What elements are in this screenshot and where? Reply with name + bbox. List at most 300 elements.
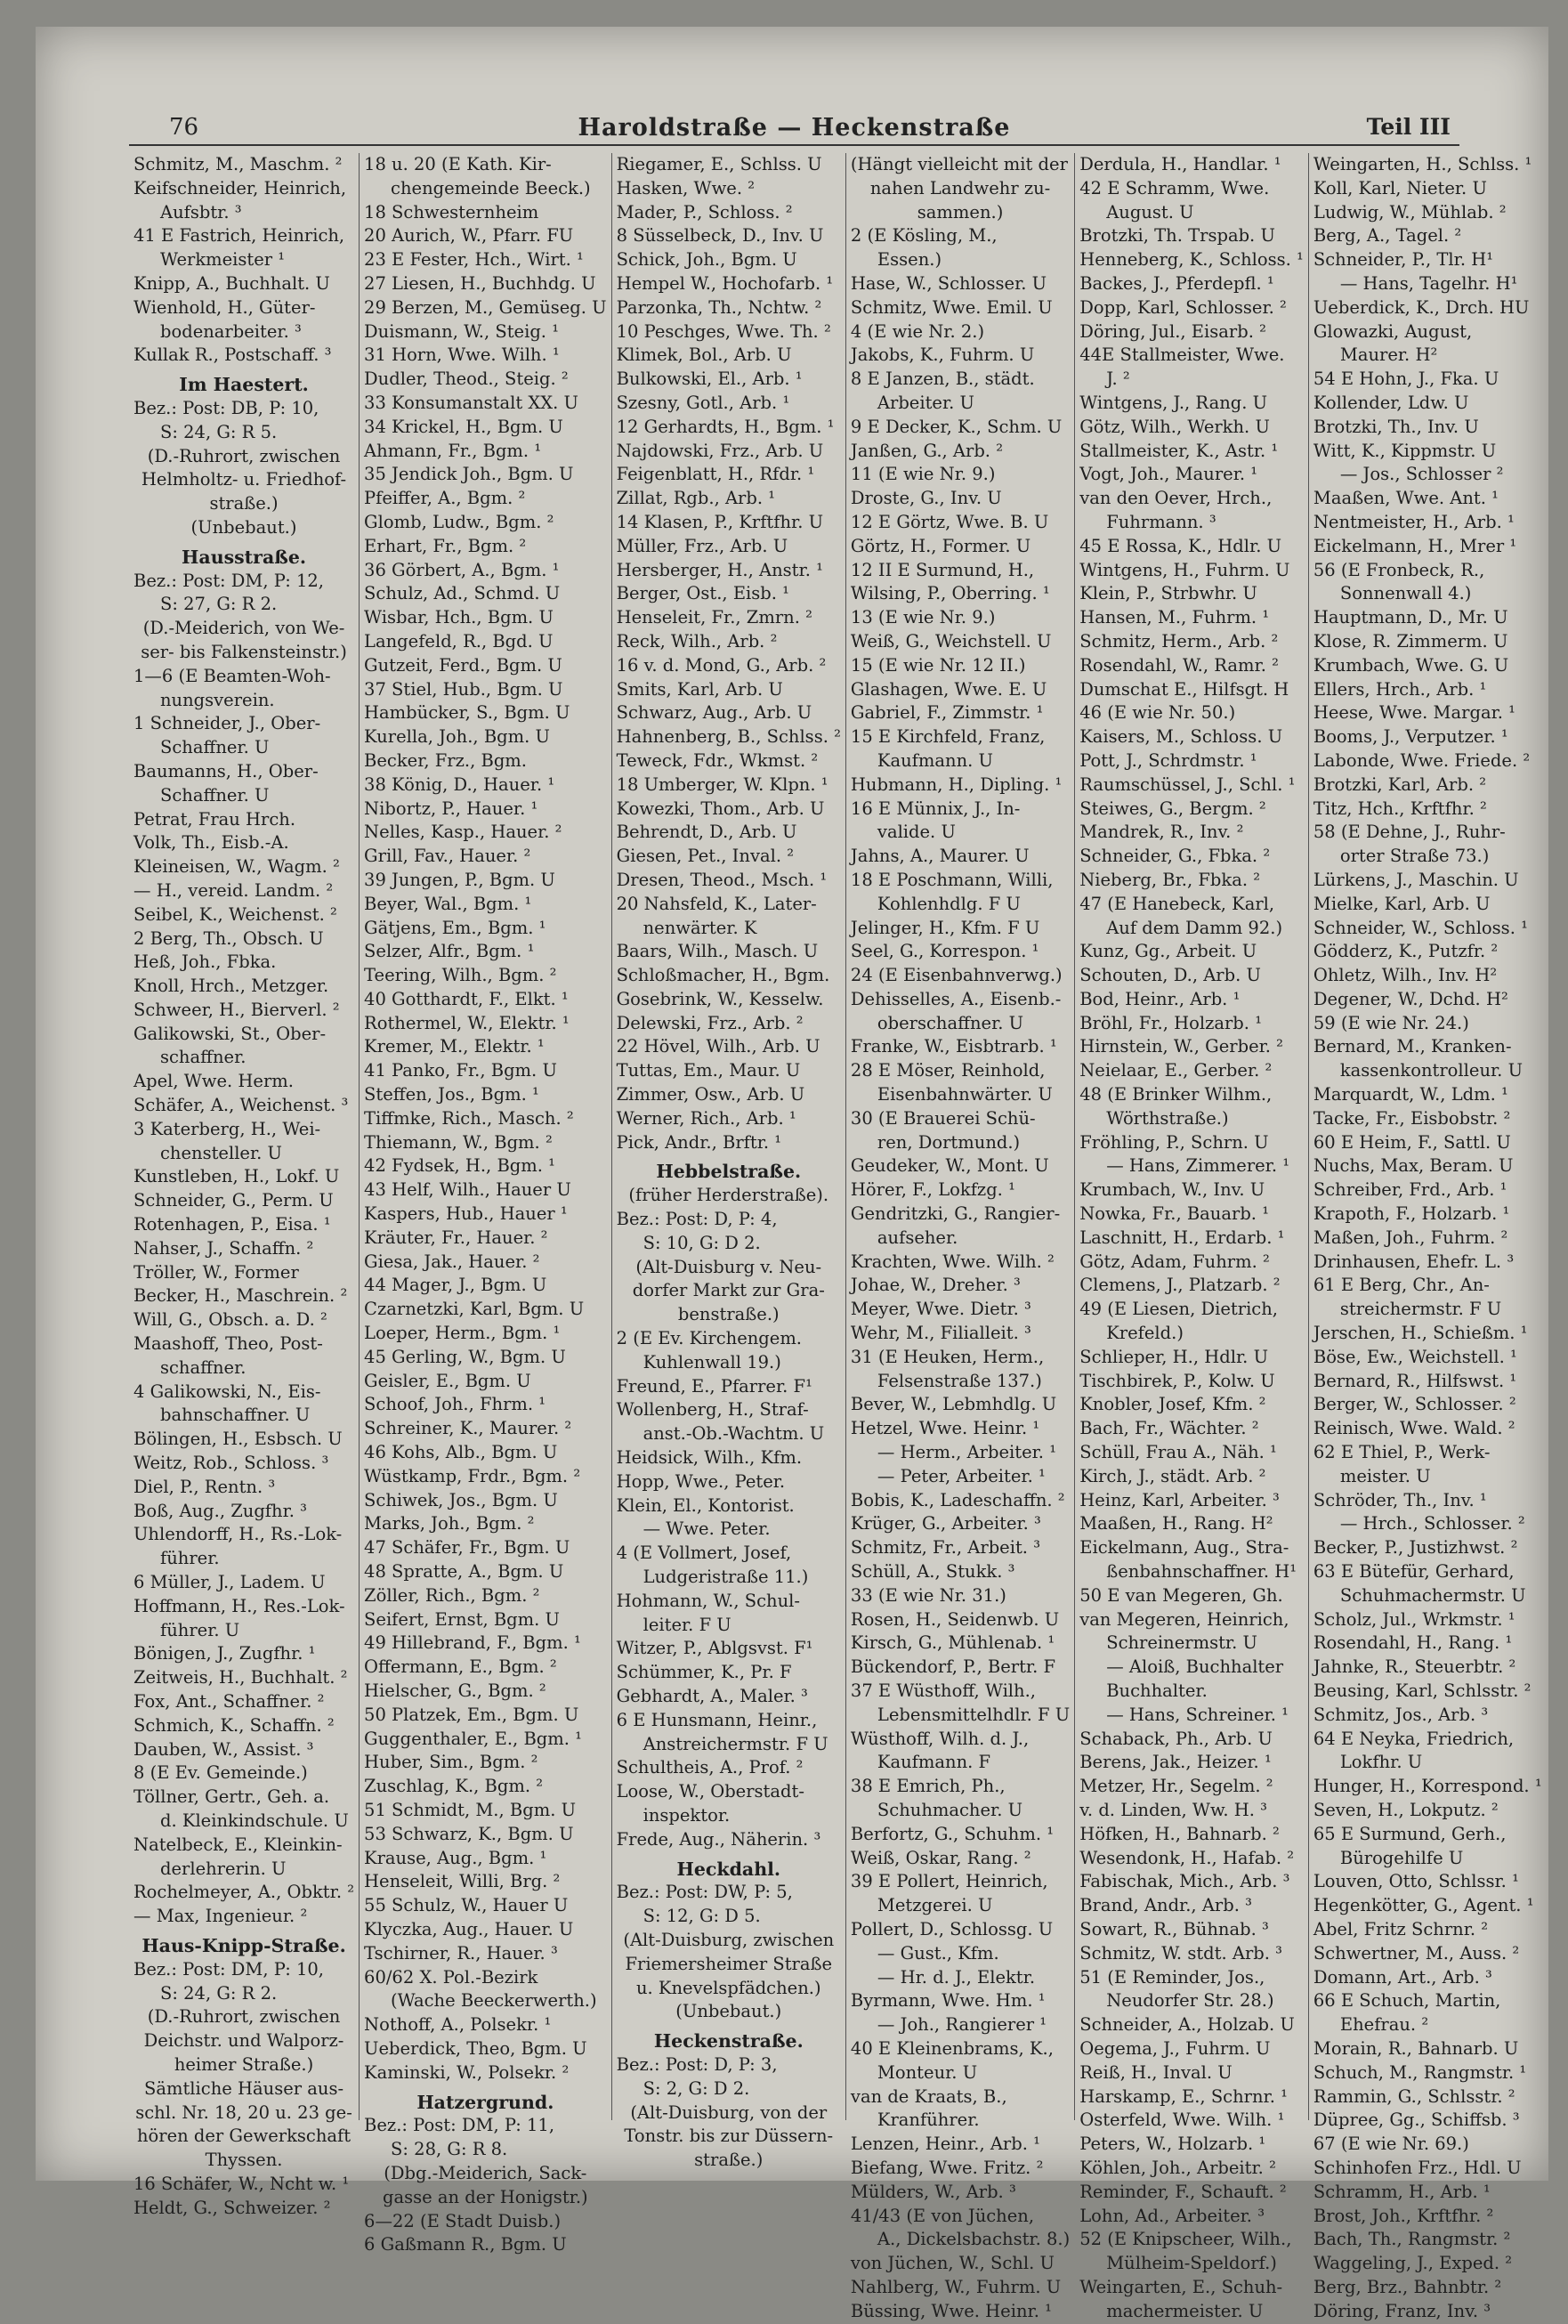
- directory-entry: A., Dickelsbachstr. 8.): [877, 2229, 1071, 2250]
- street-heading: Hausstraße.: [182, 546, 306, 568]
- directory-entry: Böse, Ew., Weichstell. ¹: [1313, 1346, 1517, 1367]
- directory-entry: Peters, W., Holzarb. ¹: [1079, 2134, 1266, 2155]
- directory-entry: 18 Umberger, W. Klpn. ¹: [616, 773, 828, 795]
- directory-entry: — Hans, Zimmerer. ¹: [1106, 1155, 1290, 1177]
- directory-entry: 35 Jendick Joh., Bgm. U: [364, 464, 574, 485]
- directory-entry: schl. Nr. 18, 20 u. 23 ge-: [135, 2101, 352, 2123]
- directory-entry: Morain, R., Bahnarb. U: [1313, 2037, 1519, 2059]
- directory-entry: Riegamer, E., Schlss. U: [616, 154, 822, 174]
- directory-entry: Schuhmachermstr. U: [1339, 1584, 1526, 1606]
- directory-entry: hören der Gewerkschaft: [136, 2126, 352, 2147]
- directory-entry: Schaback, Ph., Arb. U: [1079, 1728, 1273, 1749]
- directory-entry: Schweer, H., Bierverl. ²: [133, 999, 340, 1020]
- directory-entry: Loeper, Herm., Bgm. ¹: [364, 1323, 561, 1344]
- directory-entry: Frede, Aug., Näherin. ³: [616, 1828, 821, 1850]
- directory-entry: Beyer, Wal., Bgm. ¹: [364, 893, 532, 914]
- directory-entry: 23 E Fester, Hch., Wirt. ¹: [364, 249, 584, 271]
- directory-entry: Pfeiffer, A., Bgm. ²: [364, 488, 526, 509]
- directory-entry: (Wache Beeckerwerth.): [391, 1990, 597, 2012]
- directory-entry: Bod, Heinr., Arb. ¹: [1079, 988, 1241, 1009]
- directory-entry: Tschirner, R., Hauer. ³: [364, 1942, 558, 1964]
- directory-entry: Selzer, Alfr., Bgm. ¹: [364, 941, 535, 962]
- directory-entry: Bez.: Post: DB, P: 10,: [133, 397, 319, 418]
- directory-entry: Bez.: Post: D, P: 4,: [616, 1209, 778, 1230]
- directory-entry: 45 Gerling, W., Bgm. U: [364, 1346, 566, 1367]
- directory-entry: Vogt, Joh., Maurer. ¹: [1079, 464, 1258, 485]
- directory-entry: — Hr. d. J., Elektr.: [877, 1966, 1036, 1988]
- directory-entry: Byrmann, Wwe. Hm. ¹: [850, 1990, 1046, 2012]
- directory-entry: Essen.): [877, 249, 942, 271]
- directory-entry: 16 Schäfer, W., Ncht w. ¹: [133, 2173, 350, 2194]
- directory-entry: Wehr, M., Filialleit. ³: [850, 1323, 1031, 1344]
- directory-entry: Schulz, Ad., Schmd. U: [364, 583, 561, 604]
- directory-entry: Rotenhagen, P., Eisa. ¹: [133, 1214, 331, 1235]
- directory-entry: 34 Krickel, H., Bgm. U: [364, 416, 563, 437]
- directory-entry: Henseleit, Fr., Zmrn. ²: [616, 607, 812, 628]
- directory-entry: Friemersheimer Straße: [625, 1953, 833, 1974]
- directory-entry: Apel, Wwe. Herm.: [133, 1071, 294, 1092]
- directory-entry: Ehefrau. ²: [1339, 2014, 1429, 2036]
- directory-entry: Hahnenberg, B., Schlss. ²: [616, 726, 841, 748]
- directory-entry: Glashagen, Wwe. E. U: [850, 678, 1047, 700]
- directory-entry: Seibel, K., Weichenst. ²: [133, 903, 337, 925]
- directory-entry: 40 E Kleinenbrams, K.,: [850, 2037, 1054, 2059]
- directory-entry: anst.-Ob.-Wachtm. U: [643, 1423, 825, 1445]
- column-6: [1308, 153, 1547, 2321]
- directory-entry: Klein, P., Strbwhr. U: [1079, 583, 1257, 604]
- directory-entry: von Jüchen, W., Schl. U: [850, 2253, 1055, 2274]
- directory-entry: Nentmeister, H., Arb. ¹: [1313, 511, 1515, 532]
- directory-entry: S: 24, G: R 5.: [160, 421, 278, 442]
- directory-entry: Weiß, G., Weichstell. U: [850, 630, 1052, 652]
- directory-entry: Ahmann, Fr., Bgm. ¹: [364, 440, 542, 461]
- directory-entry: Hegenkötter, G., Agent. ¹: [1313, 1895, 1534, 1916]
- directory-entry: Schneider, A., Holzab. U: [1079, 2014, 1295, 2036]
- directory-entry: Krumbach, Wwe. G. U: [1313, 654, 1509, 676]
- directory-entry: 24 (E Eisenbahnverwg.): [850, 965, 1063, 986]
- directory-entry: Becker, P., Justizhwst. ²: [1313, 1537, 1518, 1559]
- directory-columns: [129, 153, 1542, 2321]
- directory-entry: 18 u. 20 (E Kath. Kir-: [364, 154, 552, 174]
- directory-entry: Rosen, H., Seidenwb. U: [850, 1608, 1060, 1630]
- directory-entry: Köhlen, Joh., Arbeitr. ²: [1079, 2157, 1276, 2178]
- directory-entry: — Hans, Tagelhr. H¹: [1339, 272, 1518, 294]
- directory-entry: Scholz, Jul., Wrkmstr. ¹: [1313, 1608, 1515, 1630]
- directory-entry: Guggenthaler, E., Bgm. ¹: [364, 1728, 582, 1749]
- directory-entry: Hersberger, H., Anstr. ¹: [616, 559, 823, 580]
- directory-entry: Klose, R. Zimmerm. U: [1313, 630, 1508, 652]
- directory-entry: — Herm., Arbeiter. ¹: [877, 1442, 1057, 1463]
- directory-entry: Gödderz, K., Putzfr. ²: [1313, 941, 1499, 962]
- directory-entry: Hauptmann, D., Mr. U: [1313, 607, 1508, 628]
- directory-entry: 27 Liesen, H., Buchhdg. U: [364, 272, 596, 294]
- directory-entry: 65 E Surmund, Gerh.,: [1313, 1823, 1507, 1844]
- directory-entry: Monteur. U: [877, 2061, 978, 2083]
- directory-entry: Pick, Andr., Brftr. ¹: [616, 1131, 782, 1153]
- directory-entry: Götz, Adam, Fuhrm. ²: [1079, 1251, 1270, 1272]
- directory-entry: 49 (E Liesen, Dietrich,: [1079, 1299, 1278, 1320]
- directory-entry: Jahnke, R., Steuerbtr. ²: [1313, 1656, 1516, 1678]
- directory-entry: Bez.: Post: DW, P: 5,: [616, 1882, 793, 1903]
- directory-entry: Thyssen.: [205, 2150, 283, 2171]
- directory-entry: Schümmer, K., Pr. F: [616, 1662, 792, 1683]
- directory-entry: Beusing, Karl, Schlsstr. ²: [1313, 1680, 1532, 1701]
- directory-entry: — Wwe. Peter.: [643, 1518, 771, 1540]
- directory-entry: 8 E Janzen, B., städt.: [850, 368, 1035, 390]
- directory-entry: Boß, Aug., Zugfhr. ³: [133, 1500, 307, 1521]
- directory-entry: Schiwek, Jos., Bgm. U: [364, 1489, 558, 1510]
- directory-entry: Döring, Franz, Inv. ³: [1313, 2300, 1491, 2321]
- directory-entry: Hetzel, Wwe. Heinr. ¹: [850, 1418, 1040, 1439]
- directory-entry: Zeitweis, H., Buchhalt. ²: [133, 1667, 348, 1688]
- directory-entry: Schüll, Frau A., Näh. ¹: [1079, 1442, 1277, 1463]
- directory-entry: Jakobs, K., Fuhrm. U: [850, 344, 1035, 366]
- directory-entry: Dresen, Theod., Msch. ¹: [616, 869, 828, 890]
- directory-entry: Kaminski, W., Polsekr. ²: [364, 2061, 570, 2083]
- directory-entry: 6 Müller, J., Ladem. U: [133, 1572, 326, 1593]
- directory-entry: Nibortz, P., Hauer. ¹: [364, 798, 538, 819]
- directory-entry: u. Knevelspfädchen.): [635, 1977, 821, 1998]
- directory-entry: 38 E Emrich, Ph.,: [850, 1776, 1006, 1797]
- directory-entry: Ludgeristraße 11.): [643, 1567, 809, 1588]
- directory-entry: Janßen, G., Arb. ²: [850, 440, 1004, 461]
- page-title: Haroldstraße — Heckenstraße: [578, 114, 1011, 142]
- directory-entry: Huber, Sim., Bgm. ²: [364, 1752, 538, 1773]
- directory-entry: 28 E Möser, Reinhold,: [850, 1060, 1046, 1081]
- directory-entry: Fröhling, P., Schrn. U: [1079, 1131, 1269, 1153]
- directory-entry: Tischbirek, P., Kolw. U: [1079, 1370, 1275, 1391]
- directory-entry: Geisler, E., Bgm. U: [364, 1370, 531, 1391]
- directory-entry: 38 König, D., Hauer. ¹: [364, 773, 555, 795]
- directory-entry: Keifschneider, Heinrich,: [133, 177, 347, 198]
- directory-entry: (Hängt vielleicht mit der: [850, 154, 1068, 174]
- directory-entry: Kaufmann. F: [877, 1752, 991, 1773]
- directory-entry: Will, G., Obsch. a. D. ²: [133, 1309, 327, 1331]
- directory-entry: Ueberdick, K., Drch. HU: [1313, 296, 1530, 318]
- directory-entry: Berg, A., Tagel. ²: [1313, 225, 1462, 247]
- directory-entry: Mandrek, R., Inv. ²: [1079, 822, 1244, 843]
- directory-entry: Mader, P., Schloss. ²: [616, 201, 793, 223]
- directory-entry: Bernard, M., Kranken-: [1313, 1036, 1512, 1057]
- directory-entry: Schmitz, Jos., Arb. ³: [1313, 1704, 1489, 1725]
- directory-entry: Klyczka, Aug., Hauer. U: [364, 1918, 574, 1939]
- directory-entry: (Unbebaut.): [190, 516, 297, 538]
- directory-entry: Klein, El., Kontorist.: [616, 1494, 795, 1516]
- directory-entry: schaffner.: [160, 1356, 247, 1378]
- directory-entry: Schuch, M., Rangmstr. ¹: [1313, 2061, 1527, 2083]
- directory-entry: heimer Straße.): [174, 2053, 314, 2075]
- directory-entry: machermeister. U: [1106, 2300, 1264, 2321]
- directory-entry: Henseleit, Willi, Brg. ²: [364, 1871, 561, 1892]
- directory-entry: van den Oever, Hrch.,: [1079, 488, 1273, 509]
- street-heading: Im Haestert.: [179, 374, 309, 396]
- directory-entry: Kaisers, M., Schloss. U: [1079, 726, 1283, 748]
- directory-entry: Buchhalter.: [1106, 1680, 1208, 1701]
- directory-entry: Najdowski, Frz., Arb. U: [616, 440, 824, 461]
- directory-entry: Behrendt, D., Arb. U: [616, 822, 797, 843]
- directory-entry: Franke, W., Eisbtrarb. ¹: [850, 1036, 1057, 1057]
- directory-entry: Booms, J., Verputzer. ¹: [1313, 726, 1508, 748]
- directory-entry: Becker, Frz., Bgm.: [364, 749, 527, 771]
- directory-entry: 49 Hillebrand, F., Bgm. ¹: [364, 1632, 581, 1654]
- directory-entry: ser- bis Falkensteinstr.): [141, 641, 347, 662]
- directory-entry: führer.: [160, 1548, 220, 1569]
- directory-entry: Metzgerei. U: [877, 1895, 993, 1916]
- directory-entry: Fabischak, Mich., Arb. ³: [1079, 1871, 1290, 1892]
- directory-entry: Schreinermstr. U: [1106, 1632, 1257, 1654]
- directory-entry: Mielke, Karl, Arb. U: [1313, 893, 1491, 914]
- directory-entry: Knoll, Hrch., Metzger.: [133, 976, 329, 997]
- directory-entry: Ellers, Hrch., Arb. ¹: [1313, 678, 1487, 700]
- directory-entry: Jahns, A., Maurer. U: [850, 846, 1030, 867]
- directory-entry: Thiemann, W., Bgm. ²: [364, 1131, 553, 1153]
- directory-entry: ren, Dortmund.): [877, 1131, 1021, 1153]
- directory-entry: bahnschaffner. U: [160, 1405, 311, 1426]
- directory-entry: Schäfer, A., Weichenst. ³: [133, 1095, 349, 1116]
- directory-entry: 6—22 (E Stadt Duisb.): [364, 2210, 562, 2231]
- directory-entry: Bever, W., Lebmhdlg. U: [850, 1394, 1057, 1415]
- directory-entry: Klimek, Bol., Arb. U: [616, 344, 792, 366]
- directory-entry: Galikowski, St., Ober-: [133, 1023, 327, 1044]
- directory-entry: nenwärter. K: [643, 917, 757, 938]
- directory-entry: 47 (E Hanebeck, Karl,: [1079, 893, 1275, 914]
- directory-entry: nungsverein.: [160, 689, 275, 710]
- directory-entry: 44E Stallmeister, Wwe.: [1079, 344, 1285, 366]
- directory-entry: S: 2, G: D 2.: [643, 2077, 750, 2099]
- directory-entry: 3 Katerberg, H., Wei-: [133, 1118, 321, 1139]
- directory-entry: Schüll, A., Stukk. ³: [850, 1561, 1015, 1583]
- street-heading: Heckenstraße.: [653, 2030, 804, 2053]
- directory-entry: Lenzen, Heinr., Arb. ¹: [850, 2134, 1040, 2155]
- directory-entry: Uhlendorff, H., Rs.-Lok-: [133, 1524, 343, 1545]
- directory-entry: Tacke, Fr., Eisbobstr. ²: [1313, 1107, 1511, 1129]
- directory-entry: Heinz, Karl, Arbeiter. ³: [1079, 1489, 1280, 1510]
- directory-entry: Schneider, G., Perm. U: [133, 1190, 334, 1211]
- directory-entry: Sonnenwall 4.): [1339, 583, 1472, 604]
- directory-entry: Hoffmann, H., Res.-Lok-: [133, 1595, 345, 1616]
- directory-entry: 42 E Schramm, Wwe.: [1079, 177, 1270, 198]
- directory-entry: Bernard, R., Hilfswst. ¹: [1313, 1370, 1517, 1391]
- directory-entry: August. U: [1106, 201, 1194, 223]
- directory-entry: Waggeling, J., Exped. ²: [1313, 2253, 1513, 2274]
- directory-entry: 14 Klasen, P., Krftfhr. U: [616, 511, 824, 532]
- directory-entry: Backes, J., Pferdepfl. ¹: [1079, 272, 1274, 294]
- directory-entry: Eickelmann, H., Mrer ¹: [1313, 535, 1517, 556]
- directory-entry: Witzer, P., Ablgsvst. F¹: [616, 1638, 813, 1659]
- directory-entry: kassenkontrolleur. U: [1339, 1060, 1524, 1081]
- directory-entry: Hielscher, G., Bgm. ²: [364, 1680, 546, 1701]
- directory-entry: Brotzki, Th. Trspab. U: [1079, 225, 1275, 247]
- directory-entry: 11 (E wie Nr. 9.): [850, 464, 996, 485]
- directory-entry: 2 (E Ev. Kirchengem.: [616, 1328, 803, 1349]
- directory-entry: 43 Helf, Wilh., Hauer U: [364, 1179, 571, 1201]
- directory-entry: Berger, Ost., Eisb. ¹: [616, 583, 789, 604]
- directory-entry: 2 (E Kösling, M.,: [850, 225, 998, 247]
- directory-entry: Brost, Joh., Krftfhr. ²: [1313, 2205, 1494, 2226]
- directory-entry: Oegema, J., Fuhrm. U: [1079, 2037, 1271, 2059]
- directory-entry: 8 (E Ev. Gemeinde.): [133, 1762, 308, 1784]
- page-header: [129, 114, 1459, 146]
- directory-entry: 4 (E Vollmert, Josef,: [616, 1543, 792, 1564]
- directory-entry: Drinhausen, Ehefr. L. ³: [1313, 1251, 1515, 1272]
- directory-entry: dorfer Markt zur Gra-: [632, 1280, 825, 1301]
- directory-entry: Teering, Wilh., Bgm. ²: [364, 965, 557, 986]
- directory-entry: Lokfhr. U: [1339, 1752, 1423, 1773]
- directory-entry: Osterfeld, Wwe. Wilh. ¹: [1079, 2109, 1285, 2131]
- directory-entry: 45 E Rossa, K., Hdlr. U: [1079, 535, 1282, 556]
- directory-entry: Harskamp, E., Schrnr. ¹: [1079, 2085, 1288, 2107]
- directory-entry: Geudeker, W., Mont. U: [850, 1155, 1049, 1177]
- directory-entry: S: 28, G: R 8.: [391, 2139, 508, 2160]
- directory-entry: schaffner.: [160, 1047, 247, 1068]
- directory-entry: Gätjens, Em., Bgm. ¹: [364, 917, 546, 938]
- directory-entry: Kirch, J., städt. Arb. ²: [1079, 1465, 1266, 1486]
- directory-entry: 40 Gotthardt, F., Elkt. ¹: [364, 988, 569, 1009]
- directory-entry: 4 Galikowski, N., Eis-: [133, 1381, 321, 1402]
- directory-entry: Krapoth, F., Holzarb. ¹: [1313, 1203, 1510, 1225]
- directory-entry: chengemeinde Beeck.): [391, 177, 591, 198]
- directory-entry: Anstreichermstr. F U: [643, 1733, 828, 1754]
- directory-entry: 66 E Schuch, Martin,: [1313, 1990, 1501, 2012]
- directory-entry: Schouten, D., Arb. U: [1079, 965, 1261, 986]
- directory-entry: 18 E Poschmann, Willi,: [850, 869, 1054, 890]
- directory-entry: Kleineisen, W., Wagm. ²: [133, 856, 340, 878]
- directory-entry: Schmitz, Fr., Arbeit. ³: [850, 1537, 1041, 1559]
- directory-entry: Raumschüssel, J., Schl. ¹: [1079, 773, 1296, 795]
- directory-entry: (Alt-Duisburg, zwischen: [623, 1929, 835, 1950]
- directory-entry: Gabriel, F., Zimmstr. ¹: [850, 702, 1044, 724]
- directory-entry: straße.): [694, 2150, 764, 2171]
- directory-entry: (Unbebaut.): [675, 2001, 782, 2022]
- directory-entry: Hunger, H., Korrespond. ¹: [1313, 1776, 1542, 1797]
- directory-entry: validе. U: [877, 822, 956, 843]
- column-1: [129, 153, 359, 2218]
- directory-entry: Kremer, M., Elektr. ¹: [364, 1036, 545, 1057]
- directory-entry: Petrat, Frau Hrch.: [133, 808, 296, 830]
- street-heading: Hebbelstraße.: [656, 1161, 802, 1183]
- directory-entry: Berens, Jak., Heizer. ¹: [1079, 1752, 1272, 1773]
- directory-entry: Steffen, Jos., Bgm. ¹: [364, 1084, 539, 1105]
- directory-entry: Kranführer.: [877, 2109, 980, 2131]
- directory-entry: Krause, Aug., Bgm. ¹: [364, 1847, 547, 1868]
- directory-entry: Krachten, Wwe. Wilh. ²: [850, 1251, 1055, 1272]
- directory-entry: Maurer. H²: [1339, 344, 1438, 366]
- directory-entry: nahen Landwehr zu-: [869, 177, 1051, 198]
- directory-entry: Neudorfer Str. 28.): [1106, 1990, 1274, 2012]
- directory-entry: 16 E Münnix, J., In-: [850, 798, 1021, 819]
- directory-entry: Reinisch, Wwe. Wald. ²: [1313, 1418, 1515, 1439]
- directory-entry: 36 Görbert, A., Bgm. ¹: [364, 559, 560, 580]
- directory-entry: 37 E Wüsthoff, Wilh.,: [850, 1680, 1037, 1701]
- directory-entry: Weiß, Oskar, Rang. ²: [850, 1847, 1031, 1868]
- directory-entry: Czarnetzki, Karl, Bgm. U: [364, 1299, 585, 1320]
- directory-entry: Johae, W., Dreher. ³: [850, 1275, 1021, 1296]
- directory-entry: Smits, Karl, Arb. U: [616, 678, 783, 700]
- directory-entry: Schloßmacher, H., Bgm.: [616, 965, 830, 986]
- directory-entry: — Hans, Schreiner. ¹: [1106, 1704, 1289, 1725]
- directory-entry: 2 Berg, Th., Obsch. U: [133, 927, 324, 949]
- directory-entry: Seifert, Ernst, Bgm. U: [364, 1608, 560, 1630]
- directory-entry: orter Straße 73.): [1339, 846, 1490, 867]
- directory-entry: chensteller. U: [160, 1142, 282, 1163]
- directory-entry: Langefeld, R., Bgd. U: [364, 630, 554, 652]
- directory-entry: Görtz, H., Former. U: [850, 535, 1031, 556]
- directory-entry: 64 E Neyka, Friedrich,: [1313, 1728, 1515, 1749]
- page-part: Teil III: [1366, 114, 1451, 140]
- directory-entry: Bez.: Post: DM, P: 12,: [133, 570, 324, 591]
- directory-entry: Glomb, Ludw., Bgm. ²: [364, 511, 554, 532]
- directory-entry: Reck, Wilh., Arb. ²: [616, 630, 778, 652]
- directory-entry: 33 (E wie Nr. 31.): [850, 1584, 1006, 1606]
- directory-entry: 55 Schulz, W., Hauer U: [364, 1895, 569, 1916]
- directory-entry: 46 (E wie Nr. 50.): [1079, 702, 1236, 724]
- directory-entry: Bulkowski, El., Arb. ¹: [616, 368, 803, 390]
- directory-entry: Gosebrink, W., Kesselw.: [616, 988, 824, 1009]
- directory-entry: Schneider, W., Schloss. ¹: [1313, 917, 1528, 938]
- directory-entry: 6 Gaßmann R., Bgm. U: [364, 2234, 567, 2255]
- directory-entry: — Max, Ingenieur. ²: [133, 1906, 308, 1927]
- street-heading: Hatzergrund.: [416, 2091, 554, 2113]
- directory-entry: Wisbar, Hch., Bgm. U: [364, 607, 554, 628]
- directory-entry: Brand, Andr., Arb. ³: [1079, 1895, 1252, 1916]
- directory-entry: 20 Aurich, W., Pfarr. FU: [364, 225, 574, 247]
- directory-entry: Heldt, G., Schweizer. ²: [133, 2197, 331, 2218]
- directory-entry: Lebensmittelhdlr. F U: [877, 1704, 1071, 1725]
- directory-entry: 8 Süsselbeck, D., Inv. U: [616, 225, 824, 247]
- directory-entry: Giesen, Pet., Inval. ²: [616, 846, 795, 867]
- directory-entry: inspektor.: [643, 1804, 731, 1826]
- directory-entry: Seel, G., Korrespon. ¹: [850, 941, 1039, 962]
- directory-entry: Tiffmke, Rich., Masch. ²: [364, 1107, 574, 1129]
- column-5: [1074, 153, 1308, 2321]
- directory-entry: Droste, G., Inv. U: [850, 488, 1002, 509]
- directory-entry: Hansen, M., Fuhrm. ¹: [1079, 607, 1270, 628]
- directory-entry: 56 (E Fronbeck, R.,: [1313, 559, 1485, 580]
- directory-entry: Wintgens, J., Rang. U: [1079, 392, 1268, 413]
- directory-entry: Schneider, P., Tlr. H¹: [1313, 249, 1494, 271]
- directory-entry: — Aloiß, Buchhalter: [1106, 1656, 1284, 1678]
- directory-entry: Reiß, H., Inval. U: [1079, 2061, 1233, 2083]
- directory-entry: sammen.): [917, 201, 1004, 223]
- directory-entry: 67 (E wie Nr. 69.): [1313, 2134, 1469, 2155]
- directory-entry: Szesny, Gotl., Arb. ¹: [616, 392, 790, 413]
- directory-entry: Kirsch, G., Mühlenab. ¹: [850, 1632, 1055, 1654]
- directory-entry: van de Kraats, B.,: [850, 2085, 1007, 2107]
- directory-entry: 48 (E Brinker Wilhm.,: [1079, 1084, 1273, 1105]
- directory-entry: Zimmer, Osw., Arb. U: [616, 1084, 805, 1105]
- directory-entry: Nelles, Kasp., Hauer. ²: [364, 822, 562, 843]
- directory-entry: Mülders, W., Arb. ³: [850, 2181, 1016, 2202]
- directory-entry: Delewski, Frz., Arb. ²: [616, 1012, 804, 1033]
- directory-entry: Parzonka, Th., Nchtw. ²: [616, 296, 822, 318]
- directory-entry: Loose, W., Oberstadt-: [616, 1781, 804, 1802]
- directory-entry: Stallmeister, K., Astr. ¹: [1079, 440, 1279, 461]
- directory-entry: Kaufmann. U: [877, 749, 993, 771]
- directory-entry: meister. U: [1339, 1465, 1431, 1486]
- directory-entry: Bückendorf, P., Bertr. F: [850, 1656, 1056, 1678]
- directory-entry: 18 Schwesternheim: [364, 201, 539, 223]
- directory-entry: 37 Stiel, Hub., Bgm. U: [364, 678, 563, 700]
- directory-entry: van Megeren, Heinrich,: [1079, 1608, 1289, 1630]
- directory-entry: Jelinger, H., Kfm. F U: [850, 917, 1040, 938]
- directory-entry: Lohn, Ad., Arbeiter. ³: [1079, 2205, 1265, 2226]
- directory-entry: 39 E Pollert, Heinrich,: [850, 1871, 1048, 1892]
- directory-entry: Marquardt, W., Ldm. ¹: [1313, 1084, 1508, 1105]
- column-3: [611, 153, 845, 2171]
- directory-entry: Berg, Brz., Bahnbtr. ²: [1313, 2276, 1502, 2297]
- directory-entry: Nahlberg, W., Fuhrm. U: [850, 2276, 1062, 2297]
- directory-entry: — Jos., Schlosser ²: [1339, 464, 1504, 485]
